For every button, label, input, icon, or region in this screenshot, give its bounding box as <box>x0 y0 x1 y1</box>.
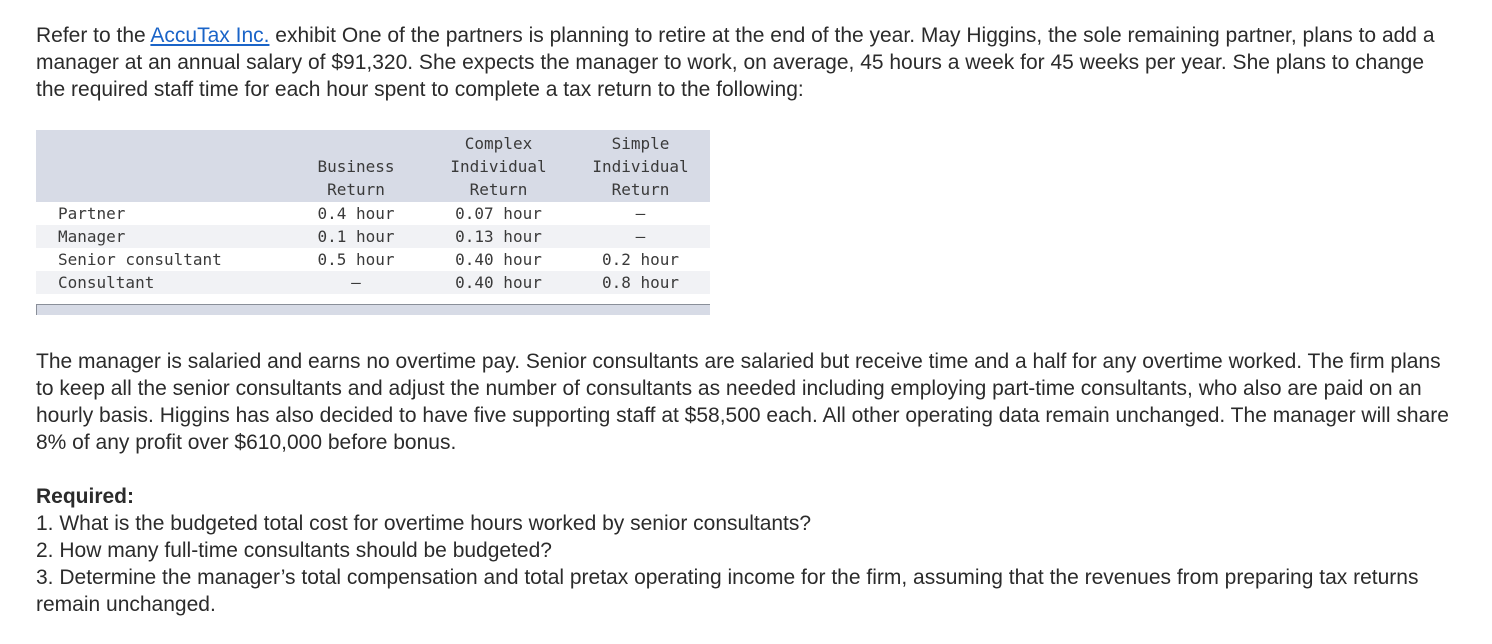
cell-simple-individual-return: 0.2 hour <box>571 248 710 271</box>
required-item-1: 1. What is the budgeted total cost for overtime hours worked by senior consultants? <box>36 512 812 535</box>
conditions-paragraph: The manager is salaried and earns no overtime pay. Senior consultants are salaried but receive time and a half for any overtime worked. The firm plans to keep all the senior consultants and adjust the number of consultants as needed including employing part-time consultants, who also are paid on an hourly basis. Higgins has also decided to have five supporting staff at $58,500 each. All other operating data remain unchanged. The manager will share 8% of any profit over $610,000 before bonus. <box>36 350 1449 454</box>
table-spacer-row <box>36 294 710 304</box>
table-row-consultant <box>36 271 710 294</box>
cell-complex-individual-return: 0.40 hour <box>426 248 571 271</box>
cell-complex-individual-return: 0.40 hour <box>426 271 571 294</box>
cell-business-return: 0.5 hour <box>286 248 426 271</box>
column-header-business-return: Business Return <box>286 130 426 202</box>
row-label: Manager <box>36 225 286 248</box>
table-header-row <box>36 130 710 202</box>
table-row-partner <box>36 202 710 225</box>
table-row-manager <box>36 225 710 248</box>
staff-time-exhibit <box>36 130 710 315</box>
column-header-role <box>36 130 286 202</box>
table-spacer-cell <box>36 294 710 304</box>
row-label: Partner <box>36 202 286 225</box>
intro-text-before-link: Refer to the <box>36 24 151 47</box>
column-header-simple-individual-return: Simple Individual Return <box>571 130 710 202</box>
required-item-2: 2. How many full-time consultants should be budgeted? <box>36 539 552 562</box>
cell-simple-individual-return: — <box>571 225 710 248</box>
cell-complex-individual-return: 0.13 hour <box>426 225 571 248</box>
required-heading: Required: <box>36 485 135 508</box>
required-section <box>36 483 1456 618</box>
cell-complex-individual-return: 0.07 hour <box>426 202 571 225</box>
cell-simple-individual-return: — <box>571 202 710 225</box>
row-label: Consultant <box>36 271 286 294</box>
required-item-3: 3. Determine the manager’s total compensation and total pretax operating income for the firm, assuming that the revenues from preparing tax returns remain unchanged. <box>36 566 1419 616</box>
cell-simple-individual-return: 0.8 hour <box>571 271 710 294</box>
row-label: Senior consultant <box>36 248 286 271</box>
intro-text-after-link: exhibit One of the partners is planning to retire at the end of the year. May Higgins, the sole remaining partner, plans to add a manager at an annual salary of $91,320. She expects the manager to work, on average, 45 hours a week for 45 weeks per year. She plans to change the required staff time for each hour spent to complete a tax return to the following: <box>36 24 1435 101</box>
accutax-exhibit-link[interactable]: AccuTax Inc. <box>150 24 270 47</box>
staff-time-table <box>36 130 710 304</box>
table-row-senior-consultant <box>36 248 710 271</box>
column-header-complex-individual-return: Complex Individual Return <box>426 130 571 202</box>
cell-business-return: 0.4 hour <box>286 202 426 225</box>
cell-business-return: 0.1 hour <box>286 225 426 248</box>
intro-paragraph <box>36 22 1456 103</box>
cell-business-return: — <box>286 271 426 294</box>
table-footer-bar <box>36 304 710 315</box>
